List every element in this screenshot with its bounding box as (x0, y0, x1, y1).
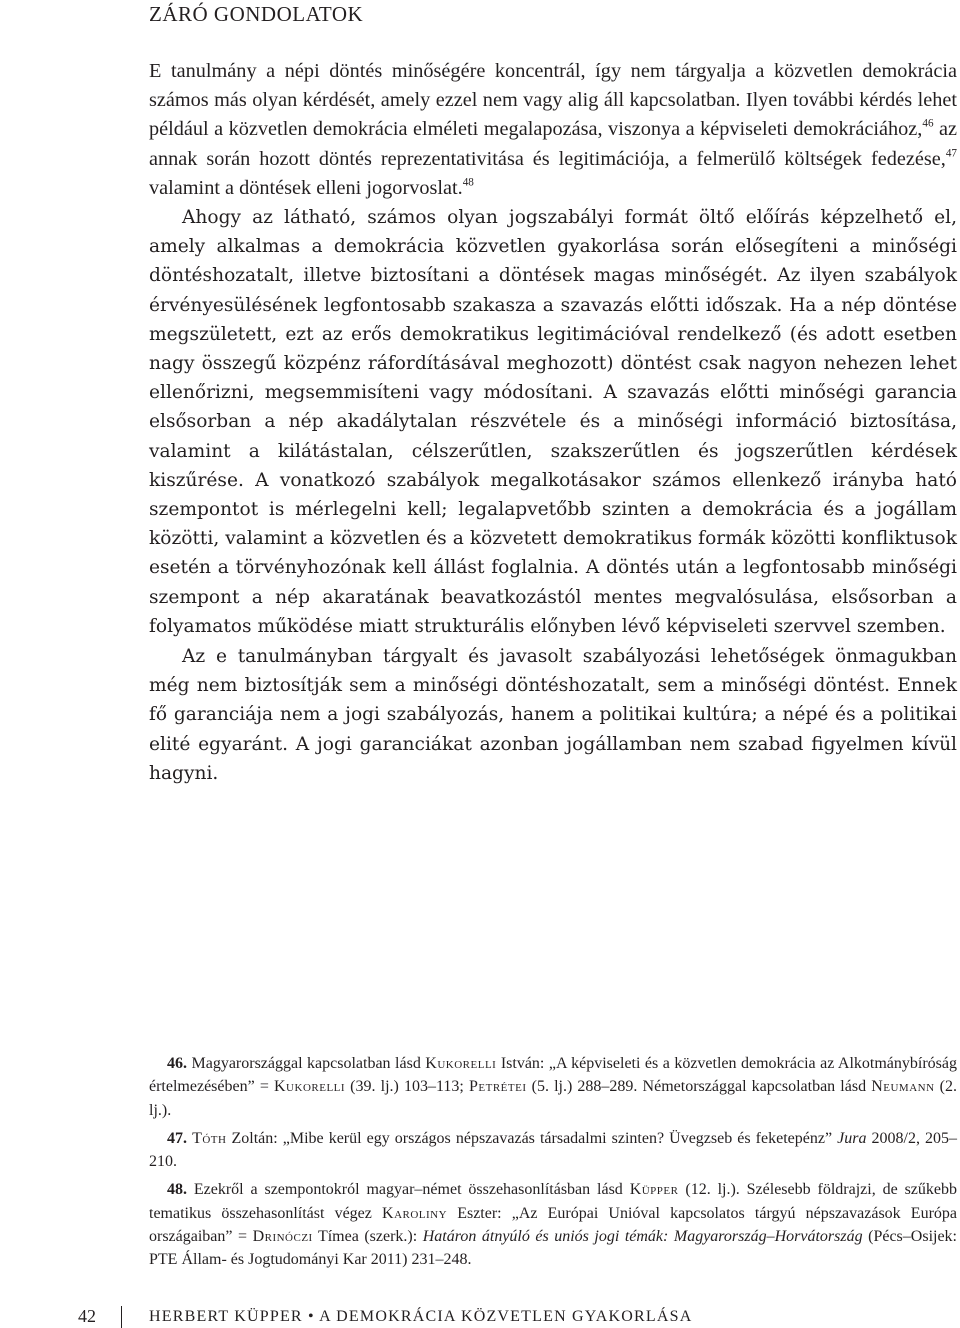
footer-divider (121, 1306, 122, 1328)
footnote-46: 46. Magyarországgal kapcsolatban lásd Kukorelli István: „A képviseleti és a közvetlen demokrácia az Alkotmánybíróság értelmezésében” = Kukorelli (39. lj.) 103–113; Petrétei (5. lj.) 288–289. Németországgal kapcsolatban lásd Neumann (2. lj.). (149, 1055, 958, 1119)
page-number: 42 (78, 1306, 96, 1326)
footnote-48: 48. Ezekről a szempontokról magyar–német összehasonlításban lásd Küpper (12. lj.). Szélesebb földrajzi, de szűkebb tematikus összehasonlítást végez Karoliny Eszter: „Az Európai Unióval kapcsolatos tárgyú népszavazások Európa országaiban” = Drinóczi Tímea (szerk.): Határon átnyúló és uniós jogi témák: Magyarország–Horvátország (Pécs–Osijek: PTE Állam- és Jogtudományi Kar 2011) 231–248. (149, 1181, 958, 1269)
paragraph-1: E tanulmány a népi döntés minőségére koncentrál, így nem tárgyalja a közvetlen demokrácia számos más olyan kérdését, amely ezzel nem vagy alig áll kapcsolatban. Ilyen további kérdés lehet például a közvetlen demokrácia elméleti megalapozása, viszonya a képviseleti demokráciához,$^{46}$ az annak során hozott döntés reprezentativitása és legitimációja, a felmerülő költségek fedezése,$^{47}$ valamint a döntések elleni jogorvoslat.$^{48}$ (149, 60, 957, 199)
footnote-ref-48[interactable]: 48 (462, 176, 474, 189)
paragraph-3: Az e tanulmányban tárgyalt és javasolt szabályozási lehetőségek önmagukban még nem biztosítják sem a minőségi döntéshozatalt, sem a minőségi döntést. Ennek fő garanciája nem a jogi szabályozás, hanem a politikai kultúra; a népé és a politikai elité egyaránt. A jogi garanciákat azonban jogállamban nem szabad figyelmen kívül hagyni. (149, 646, 957, 784)
section-heading: ZÁRÓ GONDOLATOK (149, 2, 364, 26)
footnote-number: 48. (167, 1181, 187, 1199)
footnote-number: 47. (167, 1129, 187, 1147)
paragraph-2: Ahogy az látható, számos olyan jogszabályi formát öltő előírás képzelhető el, amely alkalmas a demokrácia közvetlen gyakorlása során elősegíteni a minőségi döntéshozatalt, illetve biztosítani a döntések magas minőségét. Az ilyen szabályok érvényesülésének legfontosabb szakasza a szavazás előtti időszak. Ha a nép döntése megszületett, ezt az erős demokratikus legitimációval rendelkező (és adott esetben nagy összegű közpénz ráfordításával meghozott) döntést csak nagyon nehezen lehet ellenőrizni, megsemmisíteni vagy módosítani. A szavazás előtti minőségi garancia elsősorban a nép akadálytalan részvétele és a minőségi információ biztosítása, valamint a kilátástalan, célszerűtlen, szakszerűtlen és jogszerűtlen kérdések kiszűrése. A vonatkozó szabályok megalkotásakor számos ellenkező irányba ható szempontot is mérlegelni kell; legalapvetőbb szinten a demokrácia és a jogállam közötti, valamint a közvetlen és a közvetett demokratikus formák közötti konfliktusok esetén a törvényhozónak kell állást foglalnia. A döntés után a legfontosabb minőségi szempont a nép akaratának beavatkozástól mentes megvalósulása, elsősorban a folyamatos működése miatt strukturális előnyben lévő képviseleti szervvel szemben. (149, 207, 957, 637)
footnote-ref-47[interactable]: 47 (945, 147, 957, 160)
footnotes (149, 1052, 957, 1277)
footnote-47: 47. Tóth Zoltán: „Mibe kerül egy országos népszavazás társadalmi szinten? Üvegzseb és feketepénz” Jura 2008/2, 205–210. (149, 1129, 957, 1171)
footnote-ref-46[interactable]: 46 (922, 118, 934, 131)
footnote-number: 46. (167, 1055, 187, 1072)
body-text (149, 57, 957, 788)
running-head: HERBERT KÜPPER • A DEMOKRÁCIA KÖZVETLEN GYAKORLÁSA (149, 1308, 693, 1325)
